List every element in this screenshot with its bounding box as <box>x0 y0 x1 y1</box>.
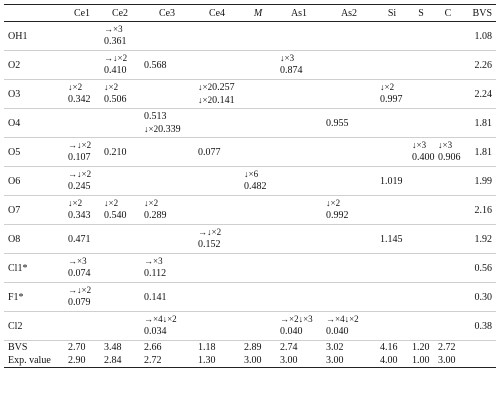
cell-value: 0.141 <box>212 95 235 106</box>
cell-si <box>376 22 408 51</box>
cell-arrow: ↓×3 <box>438 140 453 150</box>
cell-s: 1.20 <box>408 341 434 355</box>
cell-as1 <box>276 225 322 254</box>
cell-si: 4.00 <box>376 354 408 368</box>
cell-ce4 <box>194 167 240 196</box>
cell-value: 0.540 <box>104 210 127 221</box>
cell-ce2: 2.84 <box>100 354 140 368</box>
cell-ce1 <box>64 254 100 283</box>
table-row <box>4 312 496 341</box>
cell-c <box>434 138 462 167</box>
table-row <box>4 167 496 196</box>
cell-s <box>408 109 434 138</box>
cell-arrow: ↓×2 <box>144 124 159 134</box>
cell-ce4 <box>194 312 240 341</box>
cell-value: 0.471 <box>68 233 91 245</box>
cell-ce4 <box>194 109 240 138</box>
cell-as1: 3.00 <box>276 354 322 368</box>
cell-as2 <box>322 51 376 80</box>
cell-ce1 <box>64 196 100 225</box>
cell-ce1 <box>64 138 100 167</box>
cell-as2: 3.02 <box>322 341 376 355</box>
cell-m <box>240 283 276 312</box>
cell-m <box>240 109 276 138</box>
cell-ce4 <box>194 138 240 167</box>
cell-c <box>434 51 462 80</box>
cell-si <box>376 167 408 196</box>
cell-c <box>434 196 462 225</box>
cell-s <box>408 312 434 341</box>
cell-as1: 2.74 <box>276 341 322 355</box>
cell-as1 <box>276 167 322 196</box>
row-label: O2 <box>4 51 64 80</box>
cell-value: 0.361 <box>104 36 127 47</box>
cell-c <box>434 80 462 109</box>
cell-c <box>434 312 462 341</box>
cell-c <box>434 22 462 51</box>
cell-ce4 <box>194 51 240 80</box>
cell-line <box>198 81 236 94</box>
cell-ce2 <box>100 109 140 138</box>
cell-bvs: 1.08 <box>462 22 496 51</box>
cell-c: 2.72 <box>434 341 462 355</box>
cell-as1 <box>276 109 322 138</box>
cell-m <box>240 254 276 283</box>
cell-value: 0.410 <box>104 65 127 76</box>
header-si: Si <box>376 5 408 22</box>
cell-arrow: ↓×3 <box>280 53 295 63</box>
header-c: C <box>434 5 462 22</box>
cell-as1 <box>276 80 322 109</box>
cell-as2 <box>322 196 376 225</box>
cell-si <box>376 80 408 109</box>
cell-ce3 <box>140 22 194 51</box>
cell-as2 <box>322 225 376 254</box>
table-row <box>4 80 496 109</box>
cell-c <box>434 225 462 254</box>
header-as2: As2 <box>322 5 376 22</box>
cell-value: 0.400 <box>412 152 435 163</box>
cell-s <box>408 80 434 109</box>
row-label: O4 <box>4 109 64 138</box>
cell-value: 0.955 <box>326 117 349 129</box>
cell-ce4 <box>194 196 240 225</box>
cell-arrow: →×3 <box>104 24 123 34</box>
cell-ce1 <box>64 312 100 341</box>
cell-arrow: ↓×2 <box>68 82 83 92</box>
header-m-text: M <box>253 7 263 19</box>
cell-as1 <box>276 312 322 341</box>
cell-value: 0.997 <box>380 94 403 105</box>
row-label: F1* <box>4 283 64 312</box>
expected-value-row <box>4 354 496 368</box>
cell-value: 0.342 <box>68 94 91 105</box>
cell-value: 0.112 <box>144 268 167 279</box>
cell-s: 1.00 <box>408 354 434 368</box>
cell-as1 <box>276 138 322 167</box>
cell-value: 0.079 <box>68 297 91 308</box>
header-ce2: Ce2 <box>100 5 140 22</box>
row-label: Exp. value <box>4 354 64 368</box>
cell-value: 0.339 <box>158 124 181 135</box>
cell-value: 0.874 <box>280 65 303 76</box>
cell-m <box>240 80 276 109</box>
cell-value: 0.257 <box>212 82 235 93</box>
cell-value: 0.992 <box>326 210 349 221</box>
cell-m <box>240 312 276 341</box>
cell-si <box>376 254 408 283</box>
cell-arrow: ↓×2 <box>68 198 83 208</box>
cell-m: 2.89 <box>240 341 276 355</box>
cell-ce2 <box>100 22 140 51</box>
cell-as1 <box>276 51 322 80</box>
cell-arrow: ↓×6 <box>244 169 259 179</box>
cell-as2 <box>322 312 376 341</box>
cell-m <box>240 225 276 254</box>
cell-si <box>376 196 408 225</box>
cell-arrow: →↓×2 <box>68 285 92 295</box>
cell-value: 0.906 <box>438 152 461 163</box>
cell-ce3 <box>140 51 194 80</box>
cell-arrow: →↓×2 <box>104 53 128 63</box>
cell-ce3 <box>140 196 194 225</box>
cell-ce1 <box>64 22 100 51</box>
cell-ce3: 2.66 <box>140 341 194 355</box>
cell-ce1: 2.70 <box>64 341 100 355</box>
cell-si <box>376 225 408 254</box>
cell-as2 <box>322 138 376 167</box>
cell-bvs: 1.81 <box>462 109 496 138</box>
table-row <box>4 225 496 254</box>
cell-ce4 <box>194 283 240 312</box>
cell-as2 <box>322 254 376 283</box>
header-s: S <box>408 5 434 22</box>
cell-value: 0.074 <box>68 268 91 279</box>
cell-si: 4.16 <box>376 341 408 355</box>
cell-ce1: 2.90 <box>64 354 100 368</box>
cell-s <box>408 225 434 254</box>
cell-ce2 <box>100 225 140 254</box>
cell-arrow: ↓×2 <box>326 198 341 208</box>
cell-ce2 <box>100 312 140 341</box>
cell-value: 0.506 <box>104 94 127 105</box>
cell-value: 0.141 <box>144 291 167 303</box>
cell-arrow: →↓×2 <box>68 169 92 179</box>
header-as1: As1 <box>276 5 322 22</box>
row-label: OH1 <box>4 22 64 51</box>
cell-bvs: 2.24 <box>462 80 496 109</box>
cell-ce2 <box>100 167 140 196</box>
cell-value: 0.513 <box>144 111 167 122</box>
cell-bvs: 0.56 <box>462 254 496 283</box>
cell-value: 0.568 <box>144 59 167 71</box>
cell-ce2 <box>100 196 140 225</box>
cell-si <box>376 109 408 138</box>
cell-ce3 <box>140 80 194 109</box>
cell-as2: 3.00 <box>322 354 376 368</box>
cell-s <box>408 167 434 196</box>
cell-ce1 <box>64 109 100 138</box>
cell-as1 <box>276 22 322 51</box>
cell-bvs: 0.38 <box>462 312 496 341</box>
row-label: Cl1* <box>4 254 64 283</box>
cell-as2 <box>322 167 376 196</box>
row-label: O7 <box>4 196 64 225</box>
cell-value: 0.040 <box>326 326 349 337</box>
cell-as2 <box>322 80 376 109</box>
cell-ce3 <box>140 167 194 196</box>
cell-c <box>434 167 462 196</box>
bvs-sum-row <box>4 341 496 355</box>
cell-ce2 <box>100 283 140 312</box>
header-bvs: BVS <box>462 5 496 22</box>
cell-m <box>240 167 276 196</box>
table-row <box>4 51 496 80</box>
cell-arrow: ↓×3 <box>412 140 427 150</box>
cell-si <box>376 312 408 341</box>
cell-bvs <box>462 341 496 355</box>
cell-value: 0.040 <box>280 326 303 337</box>
cell-ce2: 3.48 <box>100 341 140 355</box>
cell-ce2 <box>100 51 140 80</box>
cell-bvs: 1.81 <box>462 138 496 167</box>
cell-si <box>376 51 408 80</box>
cell-arrow: ↓×2 <box>380 82 395 92</box>
cell-s <box>408 22 434 51</box>
cell-ce3 <box>140 225 194 254</box>
cell-ce1 <box>64 80 100 109</box>
cell-si <box>376 138 408 167</box>
cell-value: 0.289 <box>144 210 167 221</box>
cell-ce3 <box>140 109 194 138</box>
cell-c: 3.00 <box>434 354 462 368</box>
cell-value: 0.152 <box>198 239 221 250</box>
cell-arrow: ↓×2 <box>104 198 119 208</box>
row-label: O5 <box>4 138 64 167</box>
table-row <box>4 109 496 138</box>
table-row <box>4 22 496 51</box>
cell-arrow: →↓×2 <box>198 227 222 237</box>
cell-s <box>408 138 434 167</box>
cell-s <box>408 51 434 80</box>
row-label: O8 <box>4 225 64 254</box>
cell-line <box>198 94 236 107</box>
row-label: O6 <box>4 167 64 196</box>
cell-bvs: 0.30 <box>462 283 496 312</box>
cell-value: 1.019 <box>380 175 403 187</box>
cell-arrow: ↓×2 <box>198 95 213 105</box>
cell-ce2 <box>100 254 140 283</box>
cell-arrow: ↓×2 <box>198 82 213 92</box>
cell-arrow: →×4↓×2 <box>326 314 359 324</box>
cell-m <box>240 138 276 167</box>
cell-as1 <box>276 254 322 283</box>
cell-m <box>240 196 276 225</box>
cell-bvs: 1.99 <box>462 167 496 196</box>
cell-ce4 <box>194 225 240 254</box>
cell-ce1 <box>64 51 100 80</box>
cell-value: 0.245 <box>68 181 91 192</box>
cell-si <box>376 283 408 312</box>
cell-bvs <box>462 354 496 368</box>
cell-arrow: →×4↓×2 <box>144 314 177 324</box>
row-label: O3 <box>4 80 64 109</box>
cell-ce1 <box>64 225 100 254</box>
cell-bvs: 2.26 <box>462 51 496 80</box>
cell-ce3 <box>140 254 194 283</box>
cell-ce4 <box>194 254 240 283</box>
cell-ce2 <box>100 138 140 167</box>
cell-line <box>144 123 190 136</box>
cell-ce4: 1.18 <box>194 341 240 355</box>
header-ce1: Ce1 <box>64 5 100 22</box>
cell-as1 <box>276 283 322 312</box>
cell-arrow: →×3 <box>144 256 163 266</box>
cell-value: 0.077 <box>198 146 221 158</box>
cell-m: 3.00 <box>240 354 276 368</box>
cell-ce1 <box>64 167 100 196</box>
header-ce3: Ce3 <box>140 5 194 22</box>
cell-as2 <box>322 109 376 138</box>
cell-value: 0.034 <box>144 326 167 337</box>
cell-ce4 <box>194 22 240 51</box>
cell-arrow: ↓×2 <box>144 198 159 208</box>
cell-ce1 <box>64 283 100 312</box>
bond-valence-table <box>4 4 496 368</box>
cell-as1 <box>276 196 322 225</box>
cell-arrow: →↓×2 <box>68 140 92 150</box>
cell-ce2 <box>100 80 140 109</box>
table-row <box>4 254 496 283</box>
cell-value: 1.145 <box>380 233 403 245</box>
header-ce4: Ce4 <box>194 5 240 22</box>
header-m <box>240 5 276 22</box>
cell-ce3 <box>140 138 194 167</box>
table-row <box>4 138 496 167</box>
row-label: BVS <box>4 341 64 355</box>
header-label <box>4 5 64 22</box>
table-row <box>4 283 496 312</box>
cell-ce3 <box>140 312 194 341</box>
cell-s <box>408 283 434 312</box>
cell-value: 0.482 <box>244 181 267 192</box>
cell-value: 0.210 <box>104 146 127 158</box>
cell-ce3: 2.72 <box>140 354 194 368</box>
cell-arrow: →×2↓×3 <box>280 314 313 324</box>
cell-s <box>408 196 434 225</box>
cell-c <box>434 254 462 283</box>
cell-m <box>240 51 276 80</box>
cell-ce4 <box>194 80 240 109</box>
cell-bvs: 1.92 <box>462 225 496 254</box>
cell-arrow: →×3 <box>68 256 87 266</box>
table-row <box>4 196 496 225</box>
cell-arrow: ↓×2 <box>104 82 119 92</box>
cell-value: 0.107 <box>68 152 91 163</box>
cell-s <box>408 254 434 283</box>
cell-ce3 <box>140 283 194 312</box>
cell-c <box>434 109 462 138</box>
cell-as2 <box>322 22 376 51</box>
cell-bvs: 2.16 <box>462 196 496 225</box>
cell-ce4: 1.30 <box>194 354 240 368</box>
cell-c <box>434 283 462 312</box>
cell-as2 <box>322 283 376 312</box>
header-row <box>4 5 496 22</box>
cell-value: 0.343 <box>68 210 91 221</box>
row-label: Cl2 <box>4 312 64 341</box>
cell-m <box>240 22 276 51</box>
